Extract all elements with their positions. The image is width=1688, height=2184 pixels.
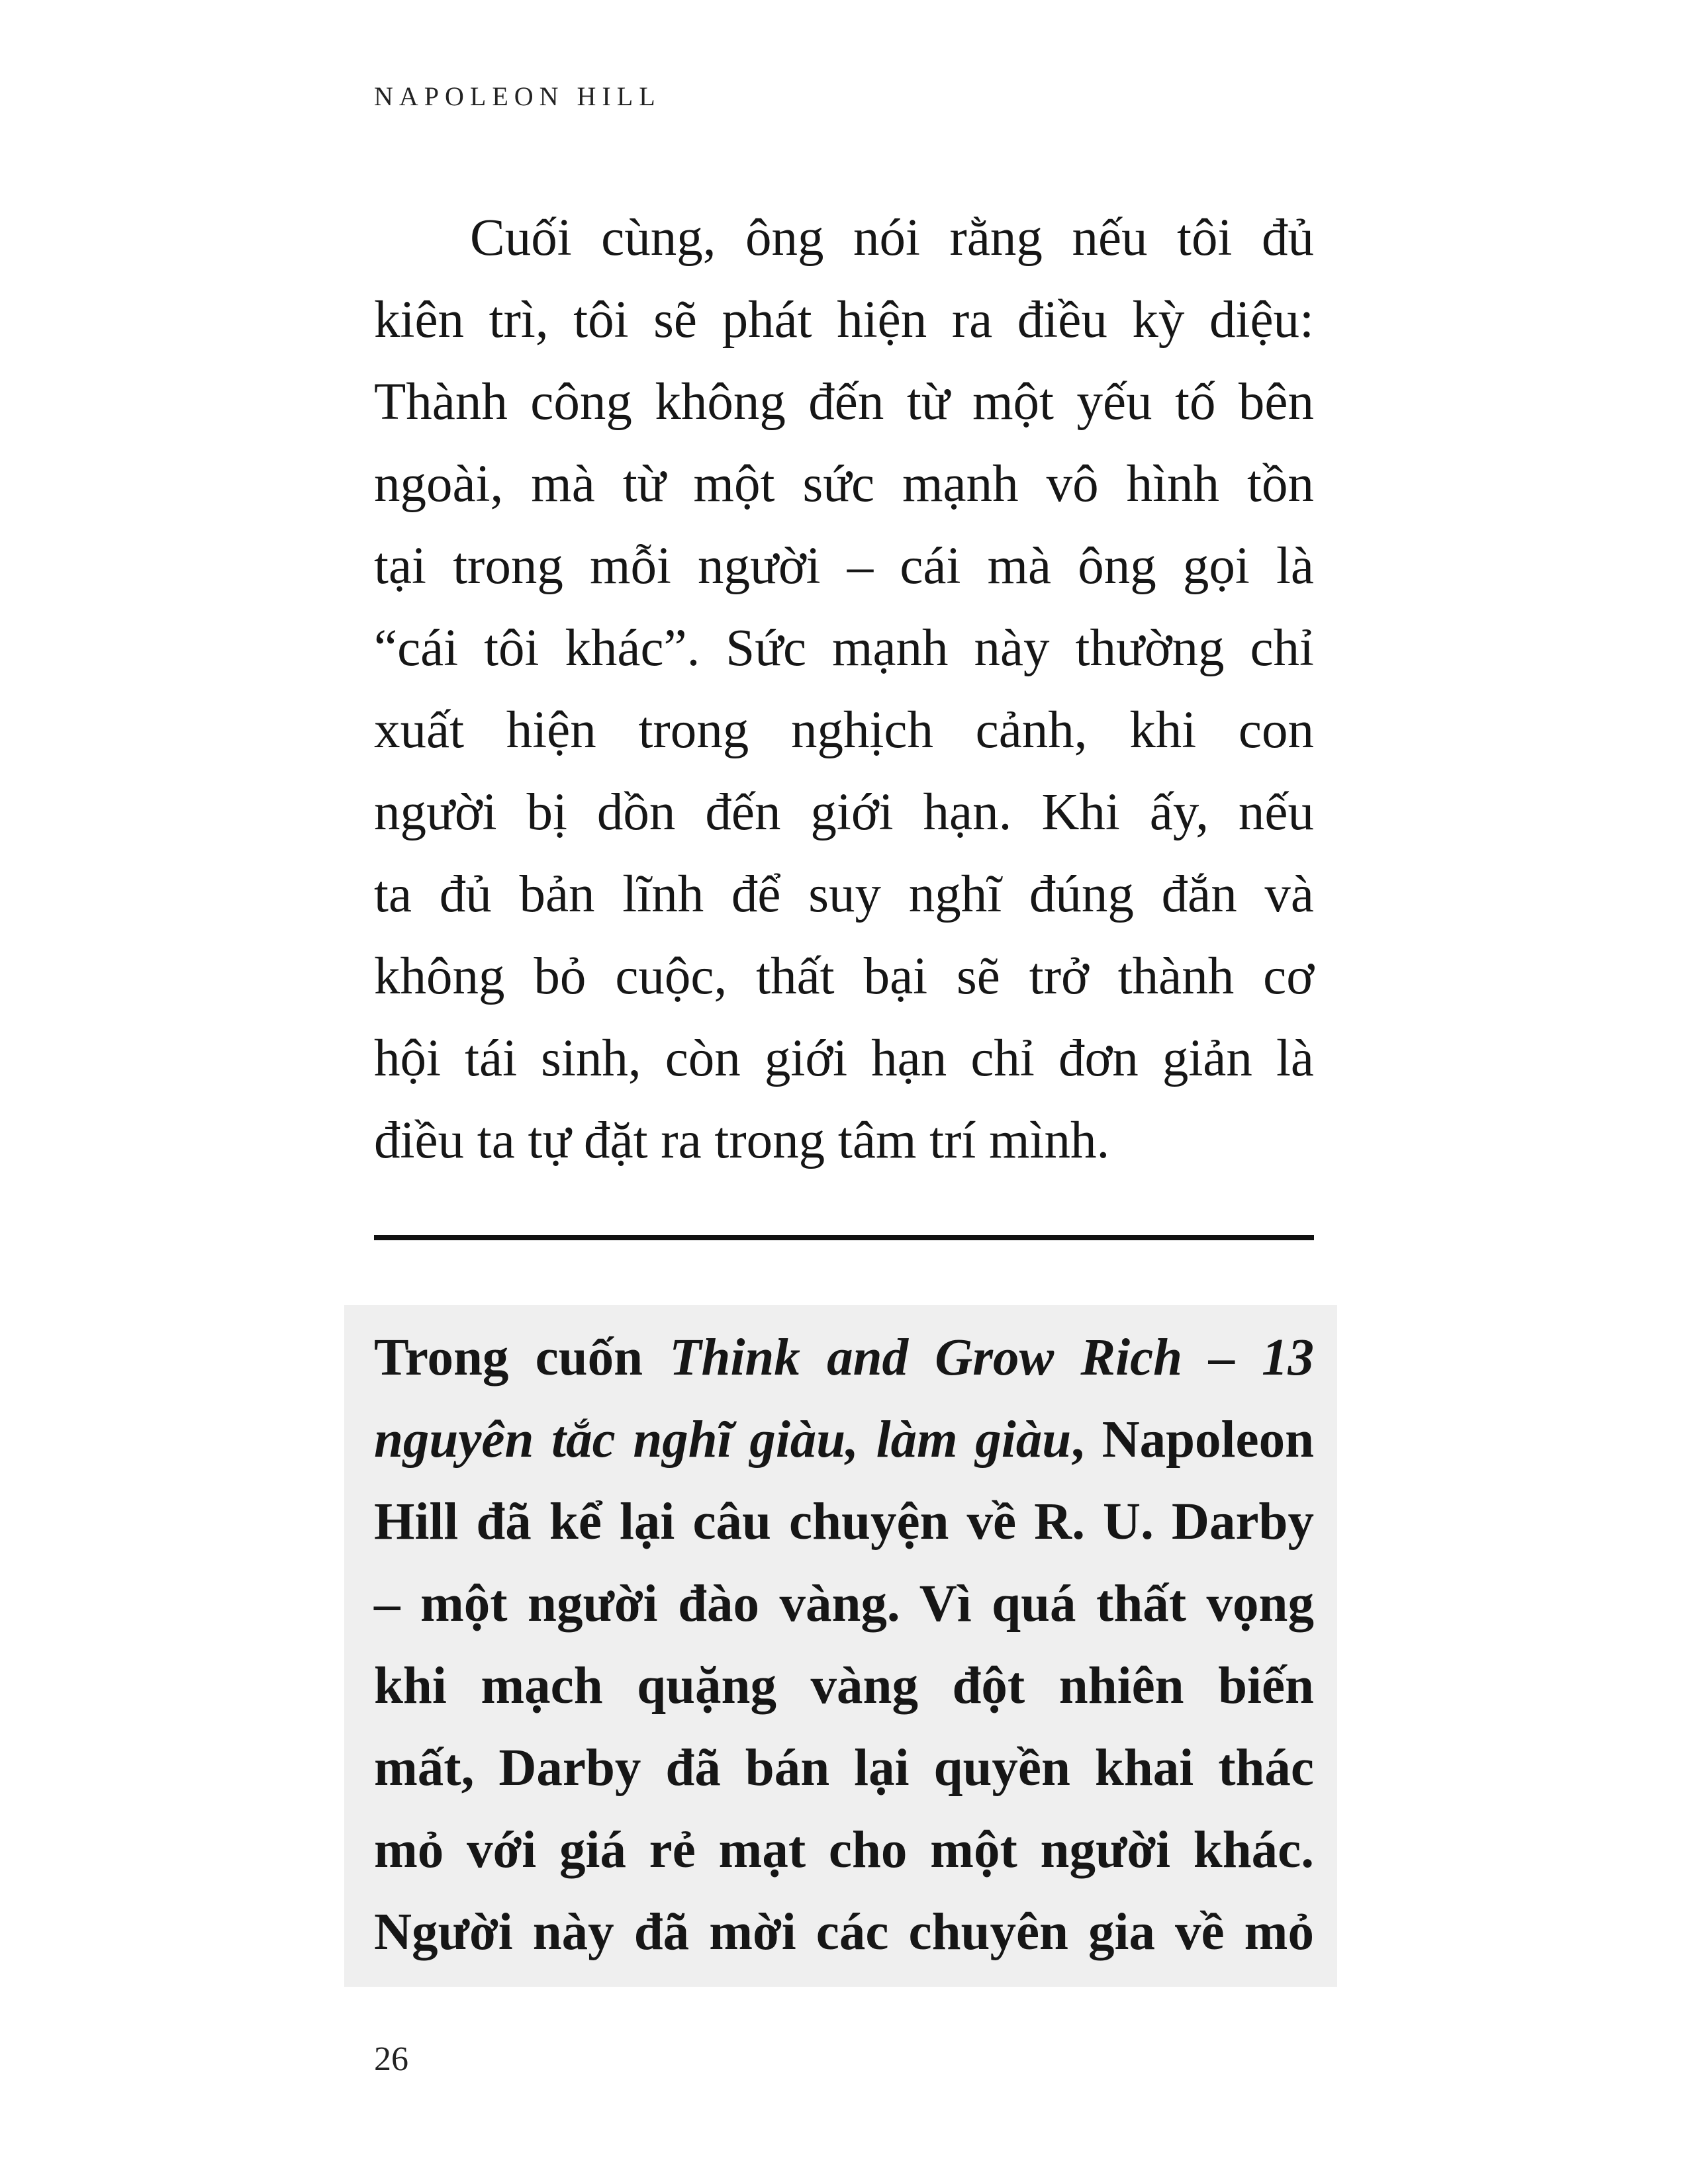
callout-paragraph [374, 1317, 1314, 1974]
body-line: xuất hiện trong nghịch cảnh, khi con [374, 702, 1314, 759]
book-subtitle-run: nguyên tắc nghĩ giàu, làm giàu [374, 1411, 1072, 1469]
callout-text-run: Trong cuốn [374, 1329, 670, 1387]
callout-line [374, 1399, 1314, 1481]
body-line: hội tái sinh, còn giới hạn chỉ đơn giản là [374, 1030, 1314, 1087]
body-line: Thành công không đến từ một yếu tố bên [374, 373, 1314, 431]
body-line: Cuối cùng, ông nói rằng nếu tôi đủ [470, 209, 1314, 267]
body-line: người bị dồn đến giới hạn. Khi ấy, nếu [374, 784, 1314, 841]
body-line: ngoài, mà từ một sức mạnh vô hình tồn [374, 455, 1314, 513]
callout-line: – một người đào vàng. Vì quá thất vọng [374, 1575, 1314, 1633]
callout-line: khi mạch quặng vàng đột nhiên biến [374, 1657, 1314, 1715]
running-header: NAPOLEON HILL [374, 81, 661, 111]
page-number: 26 [374, 2040, 408, 2078]
book-title-run: Think and Grow Rich – 13 [669, 1329, 1314, 1387]
body-line: kiên trì, tôi sẽ phát hiện ra điều kỳ diệu: [374, 291, 1314, 349]
callout-line: Người này đã mời các chuyên gia về mỏ [374, 1903, 1314, 1961]
body-line: không bỏ cuộc, thất bại sẽ trở thành cơ [374, 948, 1314, 1005]
body-line: tại trong mỗi người – cái mà ông gọi là [374, 537, 1314, 595]
body-line: điều ta tự đặt ra trong tâm trí mình. [374, 1112, 1110, 1169]
callout-line: mỏ với giá rẻ mạt cho một người khác. [374, 1821, 1314, 1879]
callout-line: mất, Darby đã bán lại quyền khai thác [374, 1739, 1314, 1797]
body-paragraph [374, 197, 1314, 1182]
body-line: ta đủ bản lĩnh để suy nghĩ đúng đắn và [374, 866, 1314, 923]
body-line: “cái tôi khác”. Sức mạnh này thường chỉ [374, 619, 1314, 677]
section-divider [374, 1235, 1314, 1240]
callout-text-run: , Napoleon [1071, 1411, 1314, 1469]
callout-line [374, 1317, 1314, 1399]
callout-line: Hill đã kể lại câu chuyện về R. U. Darby [374, 1493, 1314, 1551]
